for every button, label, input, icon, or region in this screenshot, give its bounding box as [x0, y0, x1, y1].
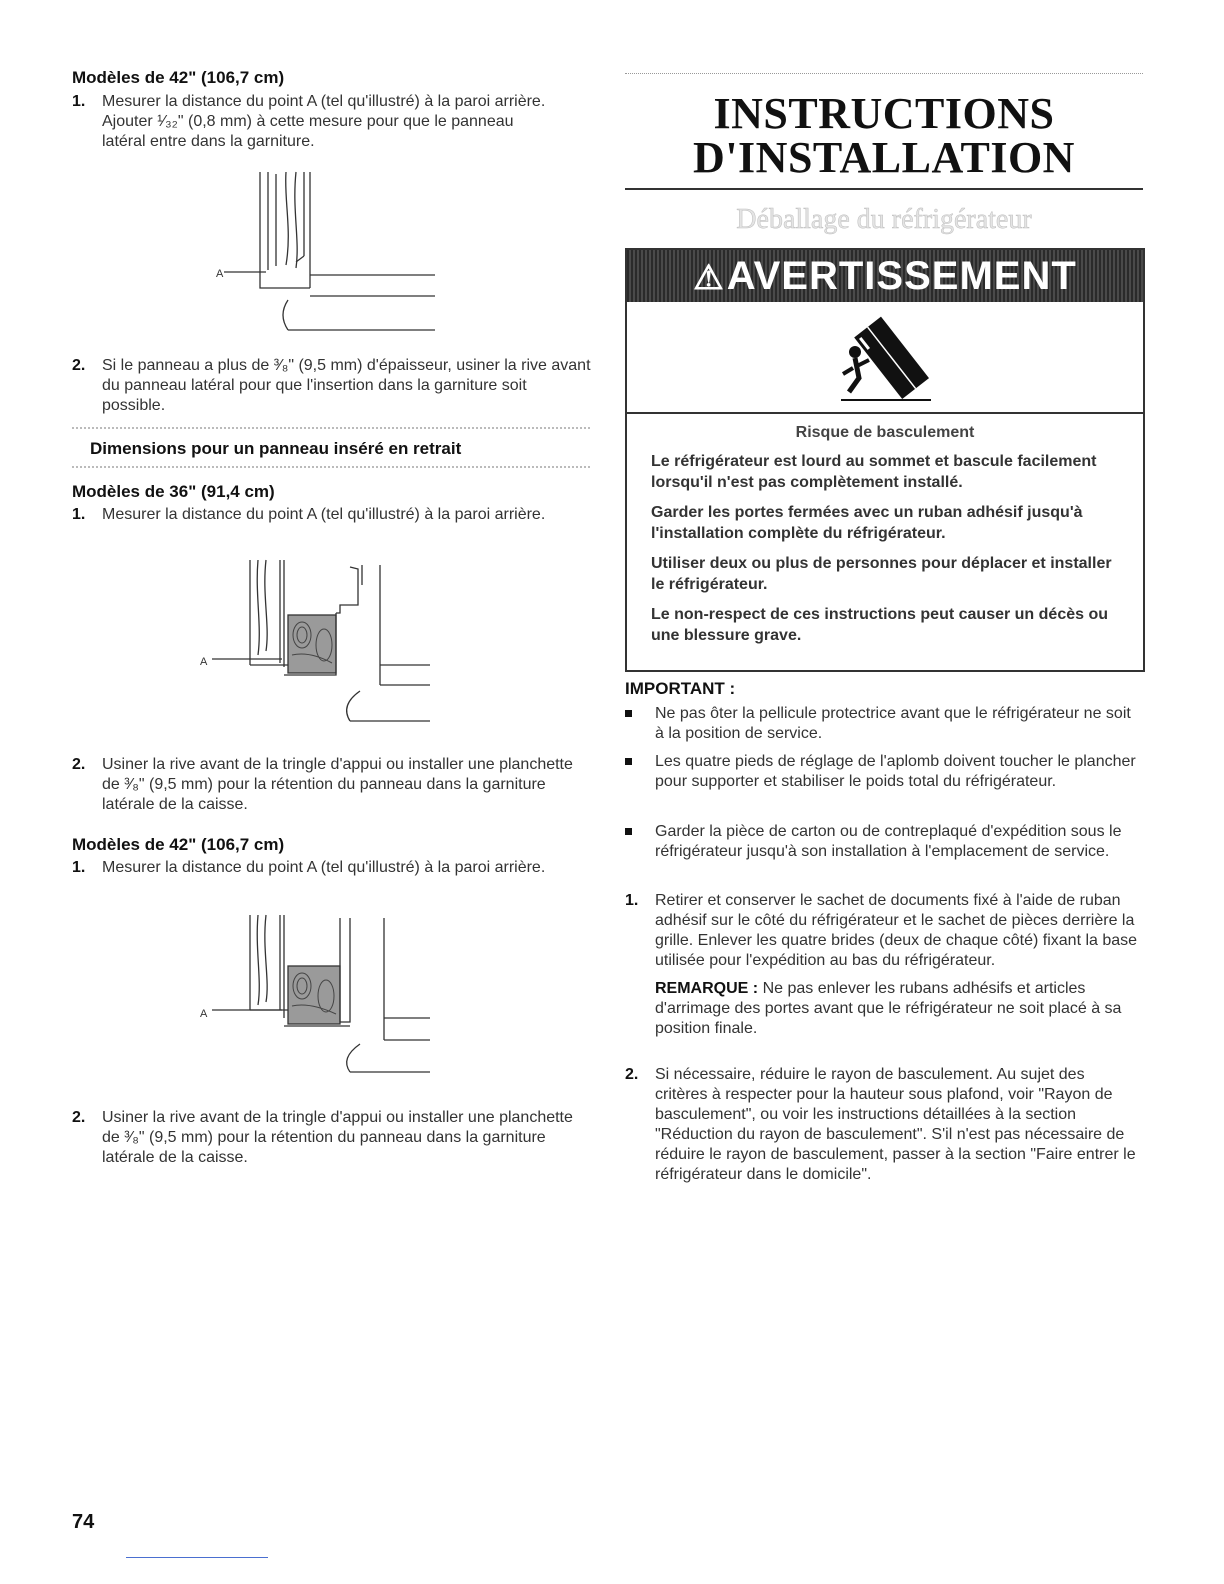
step-number: 1. [72, 506, 86, 523]
warning-paragraph: Le réfrigérateur est lourd au sommet et bascule facilement lorsqu'il n'est pas complètement installé. [651, 453, 1097, 491]
divider [72, 466, 590, 468]
title-rule [625, 188, 1143, 190]
diagram-panel-36-inset [200, 555, 440, 725]
warning-paragraph: Garder les portes fermées avec un ruban adhésif jusqu'à l'installation complète du réfrigérateur. [651, 504, 1083, 542]
warning-header [627, 250, 1143, 302]
warning-paragraph: Le non-respect de ces instructions peut causer un décès ou une blessure grave. [651, 606, 1109, 644]
risk-title: Risque de basculement [795, 424, 975, 441]
warning-box [625, 248, 1145, 672]
warning-paragraph: Utiliser deux ou plus de personnes pour déplacer et installer le réfrigérateur. [651, 555, 1112, 593]
step-number: 2. [625, 1066, 639, 1083]
list-item-text: Les quatre pieds de réglage de l'aplomb doivent toucher le plancher pour supporter et stabiliser le poids total du réfrigérateur. [655, 753, 1136, 790]
step-text: Si le panneau a plus de ³⁄₈" (9,5 mm) d'épaisseur, usiner la rive avant du panneau latéral pour que l'insertion dans la garniture soit possible. [102, 357, 591, 414]
step-number: 1. [625, 892, 639, 909]
warning-triangle-icon: ⚠ [693, 259, 725, 297]
step-1 [625, 891, 1141, 1039]
point-a-label: A [200, 1008, 208, 1020]
page-number: 74 [72, 1511, 95, 1533]
section-heading-42-models: Modèles de 42" (106,7 cm) [72, 68, 285, 87]
diagram-panel-42-flush [200, 170, 440, 335]
bullet-icon [625, 710, 632, 717]
step-text: Mesurer la distance du point A (tel qu'illustré) à la paroi arrière. [102, 506, 546, 523]
section-subtitle: Déballage du réfrigérateur [736, 204, 1032, 235]
step-text: Si nécessaire, réduire le rayon de basculement. Au sujet des critères à respecter pour la hauteur sous plafond, voir "Rayon de basculement", ou voir les instructions détaillées à la section "Réduction du rayon de basculement". S'il n'est pas nécessaire de réduire le rayon de basculement, passer à la section "Faire entrer le réfrigérateur dans le domicile". [655, 1066, 1136, 1183]
step-number: 1. [72, 859, 86, 876]
diagram-panel-42-inset [200, 910, 440, 1080]
top-rule [625, 73, 1143, 74]
list-item-text: Ne pas ôter la pellicule protectrice avant que le réfrigérateur ne soit à la position de service. [655, 705, 1131, 742]
step-number: 1. [72, 93, 86, 110]
note-label: REMARQUE : [655, 980, 759, 997]
step-number: 2. [72, 357, 86, 374]
section-heading-36-models: Modèles de 36" (91,4 cm) [72, 482, 275, 501]
divider [72, 427, 590, 429]
inset-panel-heading: Dimensions pour un panneau inséré en retrait [90, 439, 462, 458]
warning-pictogram-area [627, 302, 1143, 414]
step-2 [72, 755, 592, 815]
note [655, 979, 1141, 1039]
step-number: 2. [72, 1109, 86, 1126]
tipping-refrigerator-icon [835, 314, 935, 406]
bullet-icon [625, 828, 632, 835]
note-text: Ne pas enlever les rubans adhésifs et articles d'arrimage des portes avant que le réfrigérateur ne soit placé à sa position finale. [655, 980, 1122, 1037]
step-1 [72, 505, 552, 525]
step-text: Usiner la rive avant de la tringle d'appui ou installer une planchette de ³⁄₈" (9,5 mm) pour la rétention du panneau dans la garniture latérale de la caisse. [102, 756, 573, 813]
list-item [625, 752, 1141, 792]
step-text: Mesurer la distance du point A (tel qu'illustré) à la paroi arrière. Ajouter ¹⁄₃₂" (0,8 mm) à cette mesure pour que le panneau latéral entre dans la garniture. [102, 93, 546, 150]
list-item [625, 822, 1141, 862]
important-label: IMPORTANT : [625, 679, 736, 698]
step-text: Usiner la rive avant de la tringle d'appui ou installer une planchette de ³⁄₈" (9,5 mm) pour la rétention du panneau dans la garniture latérale de la caisse. [102, 1109, 573, 1166]
point-a-label: A [216, 268, 224, 280]
step-2 [625, 1065, 1141, 1185]
page-title-line-1: INSTRUCTIONS [713, 89, 1055, 138]
step-text: Retirer et conserver le sachet de documents fixé à l'aide de ruban adhésif sur le côté du réfrigérateur et le sachet de pièces derrière la grille. Enlever les quatre brides (deux de chaque côté) fixant la base utilisée pour l'expédition au bas du réfrigérateur. [655, 892, 1138, 969]
warning-content [627, 414, 1143, 646]
section-heading-42-models: Modèles de 42" (106,7 cm) [72, 835, 285, 854]
list-item-text: Garder la pièce de carton ou de contreplaqué d'expédition sous le réfrigérateur jusqu'à son installation à l'emplacement de service. [655, 823, 1122, 860]
step-1 [72, 858, 552, 878]
step-text: Mesurer la distance du point A (tel qu'illustré) à la paroi arrière. [102, 859, 546, 876]
step-2 [72, 356, 592, 416]
step-number: 2. [72, 756, 86, 773]
warning-header-text: AVERTISSEMENT [726, 254, 1077, 298]
bullet-icon [625, 758, 632, 765]
step-1 [72, 92, 552, 152]
page-title-line-2: D'INSTALLATION [693, 133, 1075, 182]
point-a-label: A [200, 656, 208, 668]
footer-rule [126, 1557, 268, 1558]
step-2 [72, 1108, 592, 1168]
list-item [625, 704, 1141, 744]
